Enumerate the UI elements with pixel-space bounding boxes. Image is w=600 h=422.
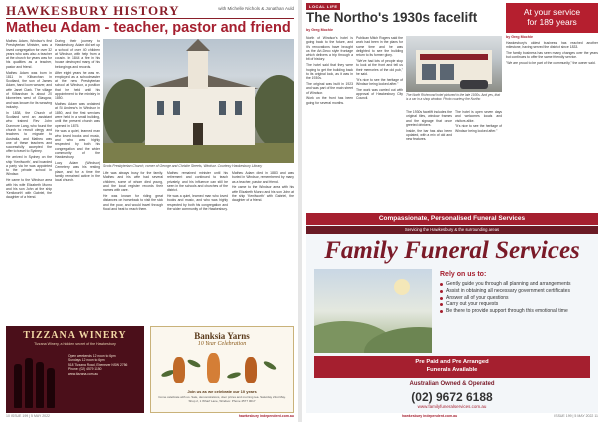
landscape-photo [314,269,432,353]
issue-label: ISSUE 199 | 5 MAY 2022 [10,414,50,418]
paragraph: "It's nice to see the heritage of Windsor being looked after." [455,124,502,133]
paragraph: The hotel is open seven days and welcomes locals and visitors alike. [455,110,502,123]
site-link[interactable]: hawkesbury independent.com.au [238,414,294,418]
list-item: Answer all of your questions [440,295,594,302]
header-rule [6,18,294,19]
banksia-flowers-image [157,351,287,387]
funeral-company-name: Family Funeral Services [324,237,580,264]
paragraph: North of Windsor's hotel is going back to the future, and it's renovations have brought us the Art-Deco style frontage which delivers a trip through a bit of history. [306,36,353,62]
church-photo [103,39,294,163]
section-kicker: LOCAL LIFE [306,3,340,10]
side-article-text [506,41,598,209]
paragraph: He arrived in Sydney on the ship 'Kenilworth', and boarded a party via he was appointed to the private school in Windsor. [6,155,52,177]
winery-advertisement[interactable] [6,326,144,413]
leaf [187,358,202,368]
right-page [302,0,600,422]
bottle [47,368,55,408]
funeral-subband: Servicing the Hawkesbury & the surrounding areas [306,226,598,234]
issue-label: ISSUE 199 | 5 MAY 2022 [554,414,594,418]
side-heading-line: for 189 years [527,17,577,27]
section-byline: with Michelle Nichols & Jonathan Auld [218,6,294,11]
paragraph: Matheu Adam died in 1883 and was buried in Windsor, remembered by many as a teacher, pastor and friend. [232,171,294,184]
history-section-header [6,3,294,17]
paragraph: Lucy Adam (Windsor) Cemetery was his resting place, and for a time the family remained active in the local church. [55,161,100,183]
paragraph: The 1930s facelift includes the original tiles, window frames and the signage that once greeted drinkers. [406,110,452,127]
paragraph: He was a quiet, learned man who loved books and music, and who was highly respected by both his congregation and the wider community of the Hawkesbury. [167,193,228,211]
article-byline: by Greg Mochie [306,28,333,32]
paragraph: The original was built in 1923 and was part of the main street of Windsor. [306,81,353,95]
funeral-website-link[interactable]: www.familyfuneralservices.com.au [417,404,487,409]
list-item: Assist in obtaining all necessary government certificates [440,288,594,295]
rely-on-heading: Rely on us to: [440,271,487,278]
paragraph: He came to the Windsor area with his wife Elizabeth Munro and his son John at the ship 'Kenilworth' with Gabriel, the daughter of a friend. [6,178,52,200]
paragraph: Matheu Adam was born in 1811 in Kilbarchan in Scotland, the son of James Adam, hand loom weaver, and wife Janet Clark. The village of Kilbarchan is about 20 kilometres west of Glasgow, and was known for its weaving industry. [6,70,52,109]
services-list [440,281,594,315]
church-door [193,123,203,145]
paragraph: Inside, the bar has also been updated, with a mix of old and new features. [406,128,452,142]
banksia-title: Banksia Yarns [194,331,250,341]
prepaid-line: Pre Paid and Pre Arranged [415,359,489,365]
left-footer [6,414,294,420]
paragraph: The family business has seen many changes over the years but continues to offer the same friendly service. [506,51,598,60]
page-number [6,414,50,418]
hotel-sign [420,54,488,60]
winery-tagline: Tizzana Winery, a hidden secret of the Hawkesbury [34,342,116,346]
photo-caption: The North Richmond hotel pictured in the late 1930s. And yes, that is a car in a shop window. Photo courtesy the Northo [406,93,500,101]
section-title: HAWKESBURY HISTORY [6,3,180,18]
article-column-5 [232,171,294,322]
bottle [25,358,33,408]
site-link[interactable]: hawkesbury independent.com.au [402,414,458,418]
hotel-window [422,64,436,80]
winery-info-line: Sundays 12 noon to 6pm [68,358,105,363]
article-column-3 [406,110,452,208]
left-page [0,0,298,422]
paragraph: In 1838, the Church of Scotland sent an assistant who trained Rev John Dunmore Lang, who found the church to recruit clergy and teachers to migrate to Australia, and Matheu was one of these teachers and successfully accepted the offer to travel to Sydney. [6,110,52,154]
article-headline: The Northo's 1930s facelift [306,10,478,25]
article-column-3 [103,171,163,322]
banksia-flower [207,353,220,383]
page-number-value: 11 [594,414,598,418]
paragraph: Life was always busy for the family. Matheu and his wife had several children, some of whom died young, and the local register records their names with care. [103,171,163,193]
winery-name: TIZZANA WINERY [23,330,127,341]
bottle [36,362,44,408]
side-heading-line: At your service [523,7,581,17]
paragraph: The hotel said that they were hoping to get the building back to its original look, as it was in the 1930s. [306,63,353,81]
vintage-car [460,80,488,89]
tree [253,75,294,149]
phone-number[interactable]: (02) 9672 6188 [411,390,493,404]
paragraph: Hawkesbury's oldest business has reached another milestone, having served the district since 1833. [506,41,598,50]
paragraph: "It's nice to see the heritage of Windsor being looked after." [356,77,403,86]
bottle [14,364,22,408]
page-number [554,414,598,418]
funeral-band: Compassionate, Personalised Funeral Services [306,213,598,225]
banksia-fine-print: Come celebrate with us. Sale, demonstrations, door prizes and morning tea. Saturday 21st May. Shop 2, 1 Wharf Lane, Windsor. Phone 4577 0017 [158,395,286,403]
wine-bottles-image [12,352,62,408]
article-column-4 [167,171,228,322]
funeral-services-advertisement[interactable] [306,213,598,413]
paragraph: The work was carried out with approval of Hawkesbury City Council. [356,87,403,101]
church-spire [186,39,210,51]
church-window [157,101,164,115]
prepaid-banner [314,356,590,378]
paragraph: Matheu remained minister until his retirement and continued to teach privately, and his influence can still be seen in the schools and churches of the district. [167,171,228,193]
winery-info-line: Open weekends 12 noon to 6pm [68,354,116,358]
paragraph: "We are proud to be part of the community," the owner said. [506,61,596,66]
prepaid-line: Funerals Available [426,367,478,373]
paragraph: Matheu Adam, Windsor's first Presbyterian Minister, was a loved congregation for over 32 years who was also a teacher at the church for years was for his qualities as a teacher, pastor and friend. [6,39,52,69]
right-footer [306,414,598,420]
list-item: Carry out your requests [440,301,594,308]
banksia-note: Join us as we celebrate our 10 years [187,389,257,394]
church-window [173,101,180,115]
paragraph: He came to the Windsor area with his wife Elizabeth Munro and his son John at the ship 'Kenilworth' with Gabriel, the daughter of a friend. [232,185,294,203]
side-article-heading [506,3,598,33]
hotel-photo [406,36,502,92]
article-column-1 [6,39,52,322]
article-column-2 [55,39,100,322]
list-item: Be there to provide support through this emotional time [440,308,594,315]
winery-info-line: Phone: (02) 4579 1150 [68,367,102,372]
sun [394,279,410,295]
article-headline: Matheu Adam - teacher, pastor and friend [6,20,291,36]
grass [103,143,294,163]
church-window [235,101,242,115]
photo-caption: Scots Presbyterian Church, corner of George and Christie Streets, Windsor. Courtesy Hawkesbury Library [103,164,263,168]
winery-info-line: 518 Tizzana Road, Ebenezer NSW 2756 [68,362,128,367]
page-number-value: 10 [6,414,10,418]
side-article [506,3,598,121]
church-window [219,101,226,115]
article-column-4 [455,110,502,208]
winery-info [68,354,140,376]
paragraph: He was a quiet, learned man who loved books and music, and who was highly respected by both his congregation and the wider community of the Hawkesbury. [55,129,100,160]
paragraph: After eight years he was re-employed as a schoolmaster at the new Presbyterian school at Windsor, a position that he held until his appointment to the ministry in 1850. [55,70,100,101]
owned-operated-label: Australian Owned & Operated [409,381,495,387]
winery-info-line: www.tizzana.com.au [68,371,99,376]
banksia-flower [245,357,257,383]
paragraph: "We've had lots of people stop to look at the front and tell us their memories of the old pub," he said. [356,58,403,76]
paragraph: Work on the front has been going for several months. [306,96,353,105]
paragraph: Matheu Adam was ordained at St Andrew's in Windsor in 1850, and the first services were held in a small building, until the present church was opened in 1875. [55,102,100,128]
leaf [263,360,278,371]
leaf [227,371,242,379]
article-column-1 [306,36,353,208]
banksia-flower [173,357,185,383]
side-article-byline: by Greg Mochie [506,35,533,39]
paragraph: During their journey to Hawkesbury, Adam did set up a school of over 40 children at Windsor, with help from a cousin. In 1844 a fire in his house destroyed many of his belongings and records. [55,39,100,69]
paragraph: He was known for riding great distances on horseback to visit the sick and the poor, and would travel through flood and heat to reach them. [103,193,163,211]
church-tower [188,49,208,89]
hotel-window [440,64,454,80]
banksia-yarns-advertisement[interactable] [150,326,294,413]
article-column-2 [356,36,403,208]
banksia-subtitle: 10 Year Celebration [197,341,247,347]
paragraph: Publican Mitch Rogers said the work had been in the plans for some time and he was delighted to see the building return to its former glory. [356,36,403,58]
list-item: Gently guide you through all planning and arrangements [440,281,594,288]
